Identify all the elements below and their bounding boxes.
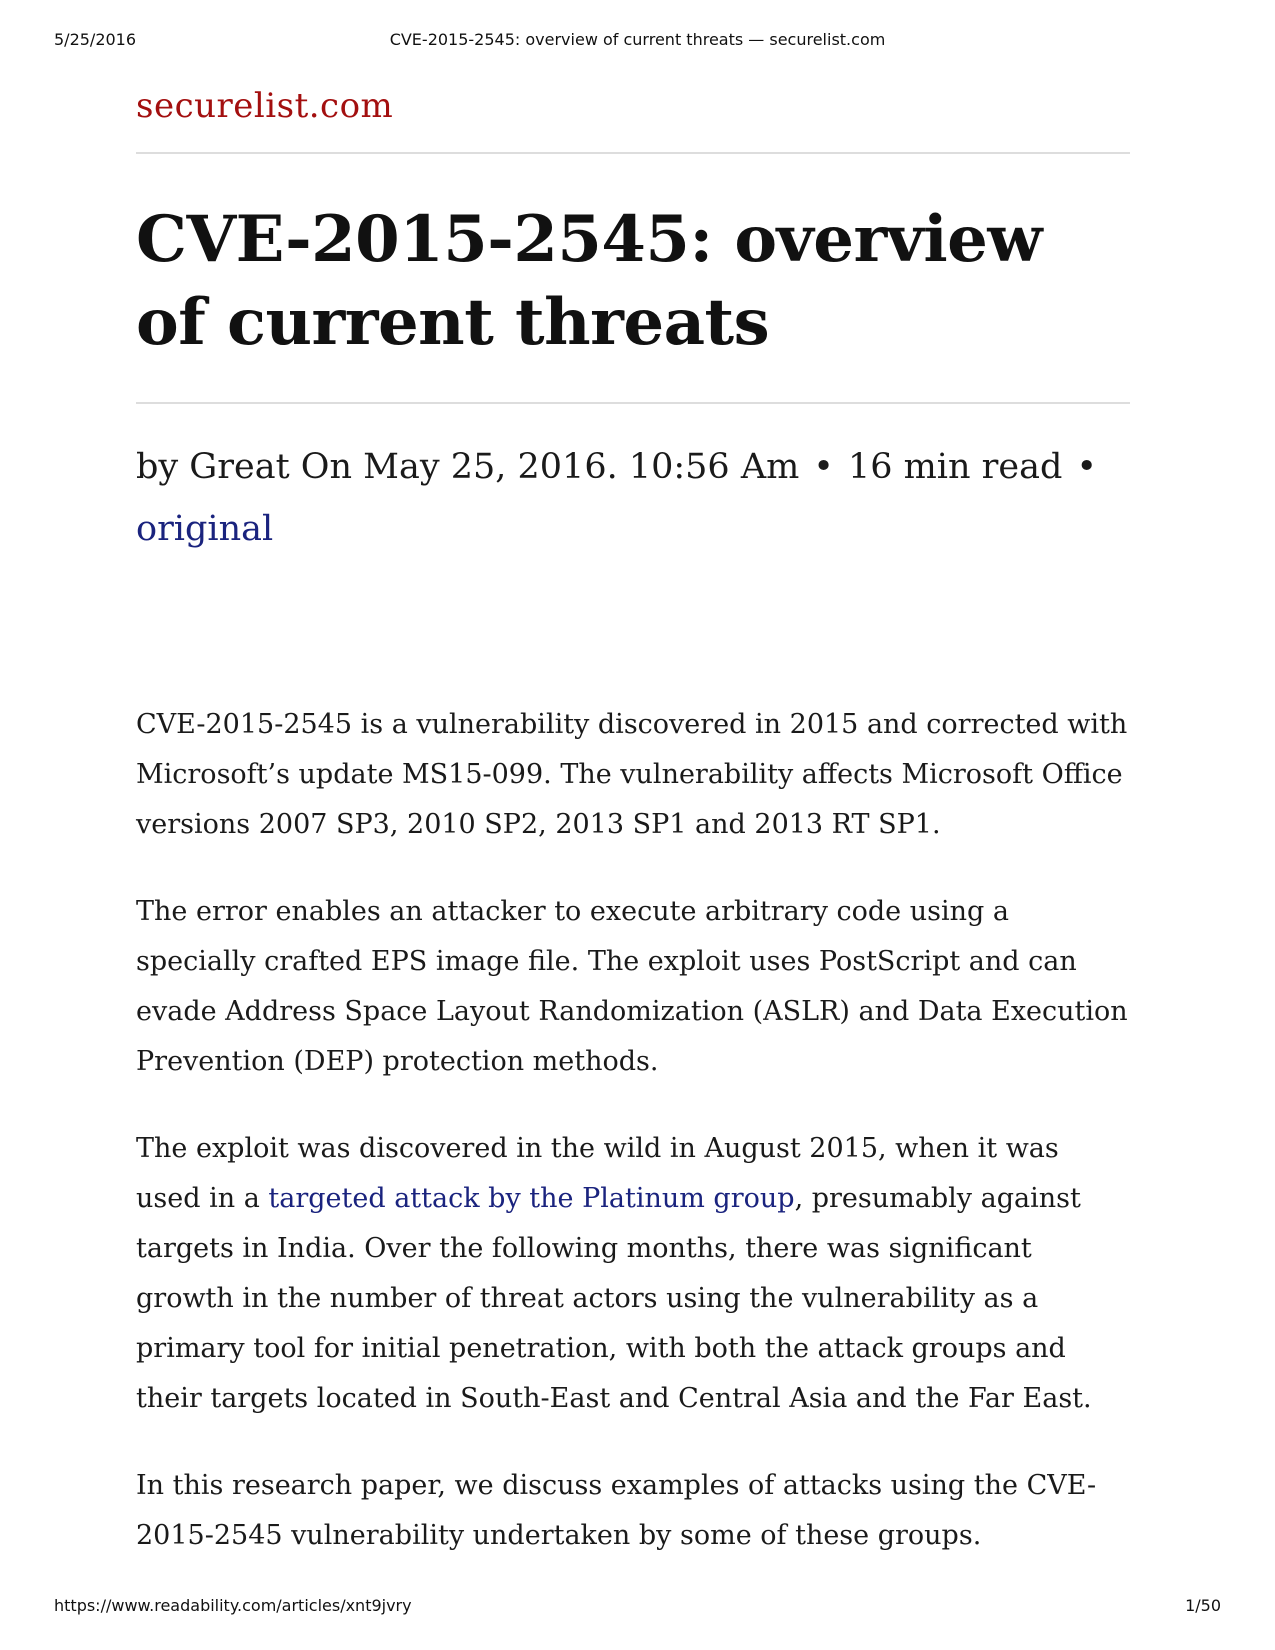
print-url: https://www.readability.com/articles/xnt9jvry — [54, 1596, 412, 1615]
title-divider — [136, 402, 1130, 404]
header-divider — [136, 152, 1130, 154]
print-footer — [0, 1596, 1275, 1618]
print-page-title: CVE-2015-2545: overview of current threats — securelist.com — [389, 30, 886, 49]
paragraph-text: , presumably against targets in India. Over the following months, there was significant growth in the number of threat actors using the vulnerability as a primary tool for initial penetration, with both the attack groups and their targets located in South-East and Central Asia and the Far East. — [136, 1183, 1092, 1415]
paragraph: The error enables an attacker to execute arbitrary code using a specially crafted EPS image file. The exploit uses PostScript and can evade Address Space Layout Randomization (ASLR) and Data Execution Prevention (DEP) protection methods. — [136, 896, 1128, 1078]
byline-separator: • — [1076, 447, 1098, 488]
byline-separator: • — [813, 447, 834, 488]
article-title: CVE-2015-2545: overview of current threats — [136, 202, 1042, 361]
paragraph: In this research paper, we discuss examples of attacks using the CVE-2015-2545 vulnerability undertaken by some of these groups. — [136, 1470, 1097, 1552]
print-date: 5/25/2016 — [54, 30, 137, 49]
article — [136, 84, 1130, 1598]
platinum-group-link[interactable]: targeted attack by the Platinum group — [268, 1183, 795, 1215]
print-page-number: 1/50 — [1185, 1596, 1221, 1615]
paragraph-text: The exploit was discovered in the wild in August 2015, when it was used in a — [136, 1133, 1059, 1215]
paragraph: CVE-2015-2545 is a vulnerability discovered in 2015 and corrected with Microsoft’s update MS15-099. The vulnerability affects Microsoft Office versions 2007 SP3, 2010 SP2, 2013 SP1 and 2013 RT SP1. — [136, 709, 1128, 841]
article-body — [136, 700, 1130, 1561]
byline-author-date: by Great On May 25, 2016. 10:56 Am — [136, 447, 800, 488]
byline — [136, 436, 1130, 560]
print-header — [0, 30, 1275, 52]
site-name: securelist.com — [136, 86, 394, 126]
original-link[interactable]: original — [136, 509, 274, 550]
paragraph — [136, 1124, 1130, 1424]
byline-read-time: 16 min read — [847, 447, 1063, 488]
